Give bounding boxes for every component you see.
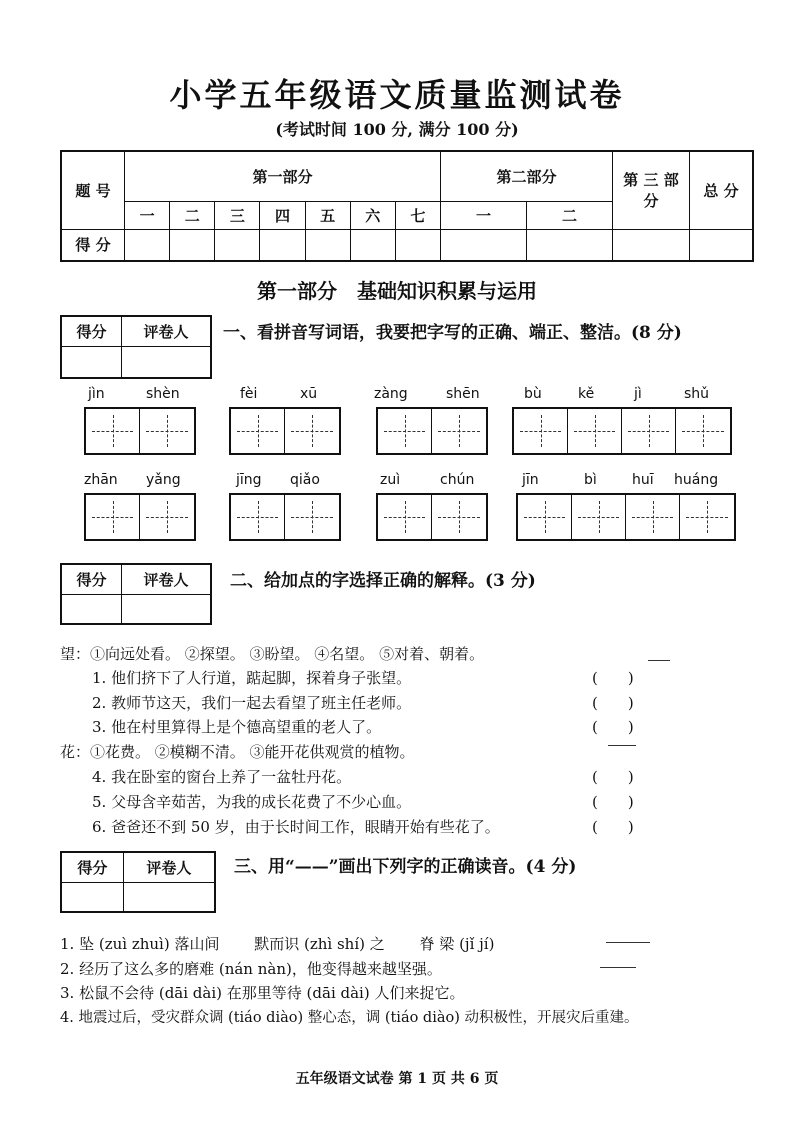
score-table (60, 150, 754, 262)
q3-heading: 三、用“——”画出下列字的正确读音。(4 分) (234, 857, 577, 877)
score-input-cell[interactable] (125, 229, 170, 261)
pinyin-text: huáng (674, 472, 719, 488)
question-line: 5. 父母含辛茹苦，为我的成长花费了不少心血。 (92, 793, 412, 811)
score-input-cell[interactable] (690, 229, 754, 261)
pinyin-text: shǔ (684, 386, 710, 402)
score-input-cell[interactable] (260, 229, 305, 261)
char-boxes[interactable] (516, 493, 736, 541)
pinyin-text: zàng (374, 386, 408, 402)
item-cell: 七 (395, 201, 440, 229)
grader-label: 评卷人 (123, 852, 215, 882)
pinyin-text: xū (300, 386, 318, 402)
grader-box (60, 315, 212, 379)
item-cell: 五 (305, 201, 350, 229)
pinyin-text: jì (634, 386, 642, 402)
char-boxes[interactable] (84, 407, 196, 455)
total-header: 总 分 (690, 151, 754, 229)
question-line: 3. 他在村里算得上是个德高望重的老人了。 (92, 718, 382, 736)
margin-mark (648, 660, 670, 661)
score-input-cell[interactable] (613, 229, 690, 261)
char-boxes[interactable] (512, 407, 732, 455)
pinyin-text: huī (632, 472, 654, 488)
definition-line: 望：①向远处看。 ②探望。 ③盼望。 ④名望。 ⑤对着、朝着。 (60, 645, 485, 663)
item-cell: 一 (125, 201, 170, 229)
page-footer: 五年级语文试卷 第 1 页 共 6 页 (295, 1071, 499, 1087)
pinyin-text: kě (578, 386, 595, 402)
exam-title: 小学五年级语文质量监测试卷 (169, 76, 625, 114)
pinyin-text: bì (584, 472, 597, 488)
grader-name-input[interactable] (122, 594, 211, 624)
score-input-cell[interactable] (215, 229, 260, 261)
question-line: 4. 我在卧室的窗台上养了一盆牡丹花。 (92, 768, 352, 786)
grader-score-label: 得分 (61, 852, 123, 882)
part3-header: 第 三 部 分 (613, 151, 690, 229)
char-boxes[interactable] (84, 493, 196, 541)
margin-mark (600, 967, 636, 968)
item-cell: 六 (350, 201, 395, 229)
exam-subtitle: (考试时间 100 分, 满分 100 分) (275, 120, 519, 139)
pinyin-text: qiǎo (290, 472, 320, 488)
pinyin-text: jīng (236, 472, 262, 488)
score-label: 得 分 (61, 229, 125, 261)
section-title: 第一部分 基础知识积累与运用 (257, 279, 537, 303)
char-boxes[interactable] (376, 493, 488, 541)
char-boxes[interactable] (229, 407, 341, 455)
question-line: 2. 经历了这么多的磨难 (nán nàn)，他变得越来越坚强。 (60, 960, 442, 978)
item-cell: 二 (170, 201, 215, 229)
grader-name-input[interactable] (123, 882, 215, 912)
grader-label: 评卷人 (122, 564, 211, 594)
grader-score-input[interactable] (61, 346, 122, 378)
pinyin-text: zhān (84, 472, 118, 488)
answer-blank[interactable]: ( ) (592, 818, 634, 836)
pinyin-text: jìn (88, 386, 105, 402)
pinyin-text: shèn (146, 386, 180, 402)
pinyin-text: yǎng (146, 472, 181, 488)
answer-blank[interactable]: ( ) (592, 793, 634, 811)
grader-score-label: 得分 (61, 564, 122, 594)
part1-header: 第一部分 (125, 151, 441, 201)
answer-blank[interactable]: ( ) (592, 718, 634, 736)
question-number-label: 题 号 (61, 151, 125, 229)
item-cell: 四 (260, 201, 305, 229)
score-input-cell[interactable] (305, 229, 350, 261)
pinyin-text: bù (524, 386, 542, 402)
part2-header: 第二部分 (440, 151, 612, 201)
grader-box (60, 851, 216, 913)
grader-score-input[interactable] (61, 882, 123, 912)
item-cell: 三 (215, 201, 260, 229)
answer-blank[interactable]: ( ) (592, 694, 634, 712)
q1-heading: 一、看拼音写词语，我要把字写的正确、端正、整洁。(8 分) (223, 323, 682, 343)
grader-score-label: 得分 (61, 316, 122, 346)
grader-name-input[interactable] (122, 346, 211, 378)
pinyin-text: fèi (240, 386, 258, 402)
pinyin-text: jīn (522, 472, 539, 488)
margin-mark (608, 745, 636, 746)
answer-blank[interactable]: ( ) (592, 768, 634, 786)
score-input-cell[interactable] (440, 229, 526, 261)
char-boxes[interactable] (229, 493, 341, 541)
pinyin-text: chún (440, 472, 475, 488)
grader-box (60, 563, 212, 625)
score-input-cell[interactable] (395, 229, 440, 261)
item-cell: 一 (440, 201, 526, 229)
score-input-cell[interactable] (526, 229, 612, 261)
answer-blank[interactable]: ( ) (592, 669, 634, 687)
question-line: 3. 松鼠不会待 (dāi dài) 在那里等待 (dāi dài) 人们来捉它。 (60, 984, 465, 1002)
q2-heading: 二、给加点的字选择正确的解释。(3 分) (230, 571, 536, 591)
grader-score-input[interactable] (61, 594, 122, 624)
question-line: 1. 他们挤下了人行道，踮起脚，探着身子张望。 (92, 669, 412, 687)
grader-label: 评卷人 (122, 316, 211, 346)
question-line: 2. 教师节这天，我们一起去看望了班主任老师。 (92, 694, 412, 712)
pinyin-text: shēn (446, 386, 480, 402)
pinyin-text: zuì (380, 472, 401, 488)
char-boxes[interactable] (376, 407, 488, 455)
score-input-cell[interactable] (170, 229, 215, 261)
question-line: 4. 地震过后，受灾群众调 (tiáo diào) 整心态，调 (tiáo diào) 动积极性，开展灾后重建。 (60, 1010, 639, 1026)
margin-mark (606, 942, 650, 943)
item-cell: 二 (526, 201, 612, 229)
question-line: 1. 坠 (zuì zhuì) 落山间 默而识 (zhì shí) 之 脊 梁 (jǐ jí) (60, 935, 495, 953)
definition-line: 花：①花费。 ②模糊不清。 ③能开花供观赏的植物。 (60, 743, 415, 761)
question-line: 6. 爸爸还不到 50 岁，由于长时间工作，眼睛开始有些花了。 (92, 818, 500, 836)
score-input-cell[interactable] (350, 229, 395, 261)
